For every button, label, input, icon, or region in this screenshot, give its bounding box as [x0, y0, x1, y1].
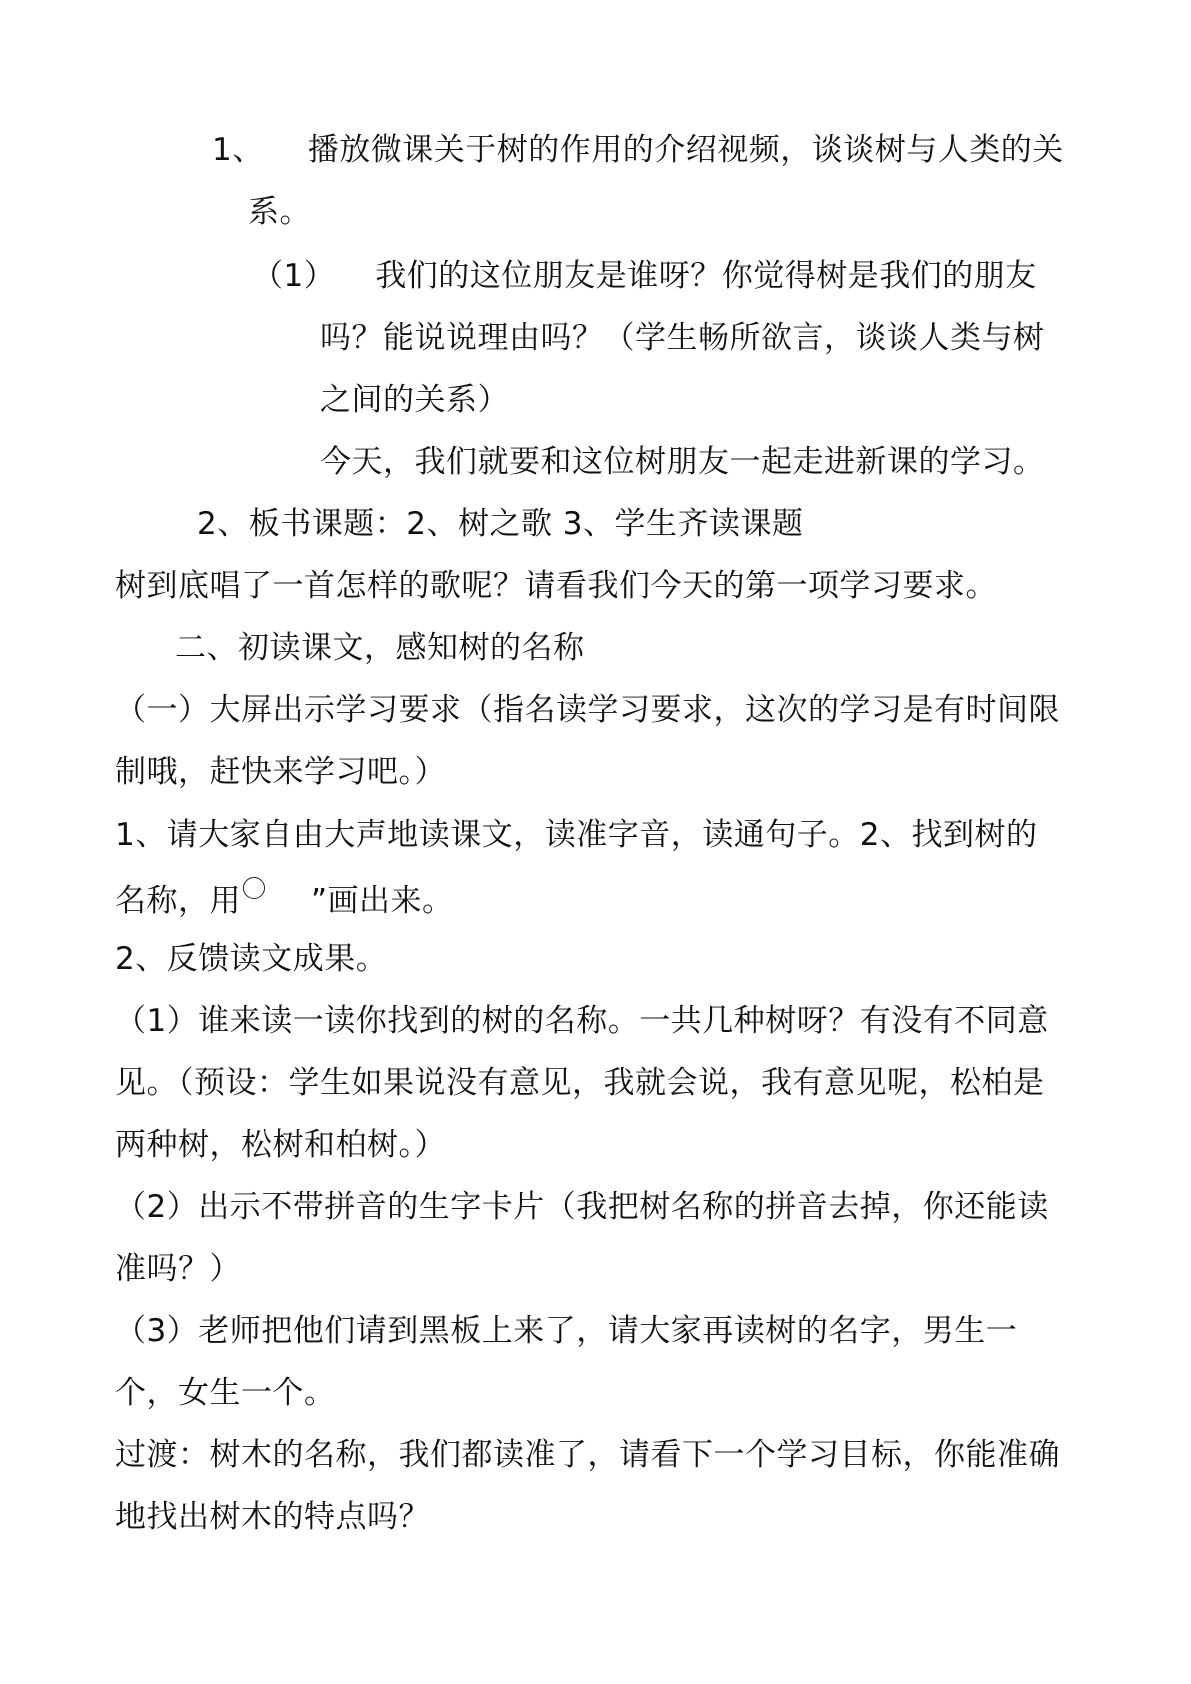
line-text: 播放微课关于树的作用的介绍视频，谈谈树与人类的关 — [307, 132, 1064, 168]
paragraph-line-2: 系。 — [248, 194, 311, 230]
paragraph-line-14: 2、反馈读文成果。 — [115, 941, 388, 977]
paragraph-line-12: 1、请大家自由大声地读课文，读准字音，读通句子。2、找到树的 — [115, 817, 1038, 853]
paragraph-line-10: （一）大屏出示学习要求（指名读学习要求，这次的学习是有时间限 — [115, 692, 1060, 728]
paragraph-line-22: 过渡：树木的名称，我们都读准了，请看下一个学习目标，你能准确 — [115, 1437, 1060, 1473]
paragraph-line-6: 今天，我们就要和这位树朋友一起走进新课的学习。 — [320, 444, 1045, 480]
paragraph-line-16: 见。（预设：学生如果说没有意见，我就会说，我有意见呢，松柏是 — [115, 1065, 1045, 1101]
list-number: （1） — [252, 258, 336, 294]
paragraph-line-15: （1）谁来读一读你找到的树的名称。一共几种树呀？有没有不同意 — [115, 1003, 1049, 1039]
paragraph-line-8: 树到底唱了一首怎样的歌呢？请看我们今天的第一项学习要求。 — [115, 568, 997, 604]
paragraph-line-21: 个，女生一个。 — [115, 1375, 336, 1411]
paragraph-line-19: 准吗？） — [115, 1251, 241, 1287]
paragraph-line-17: 两种树，松树和柏树。） — [115, 1127, 446, 1163]
paragraph-line-20: （3）老师把他们请到黑板上来了，请大家再读树的名字，男生一 — [115, 1313, 1018, 1349]
paragraph-line-3 — [252, 256, 1037, 296]
paragraph-line-4: 吗？能说说理由吗？（学生畅所欲言，谈谈人类与树 — [320, 320, 1045, 356]
paragraph-line-11: 制哦，赶快来学习吧。） — [115, 754, 446, 790]
circle-mark-icon — [243, 877, 265, 899]
paragraph-line-7: 2、板书课题：2、树之歌 3、学生齐读课题 — [197, 506, 804, 542]
paragraph-line-1 — [212, 130, 1064, 170]
paragraph-line-23: 地找出树木的特点吗？ — [115, 1499, 430, 1535]
list-number: 1、 — [212, 132, 264, 168]
paragraph-line-13 — [115, 877, 454, 921]
line-text-after: ”画出来。 — [311, 883, 454, 919]
section-heading: 二、初读课文，感知树的名称 — [175, 630, 585, 666]
paragraph-line-5: 之间的关系） — [320, 382, 509, 418]
line-text: 我们的这位朋友是谁呀？你觉得树是我们的朋友 — [375, 258, 1037, 294]
paragraph-line-18: （2）出示不带拼音的生字卡片（我把树名称的拼音去掉，你还能读 — [115, 1189, 1049, 1225]
line-text-before: 名称，用 — [115, 883, 241, 919]
